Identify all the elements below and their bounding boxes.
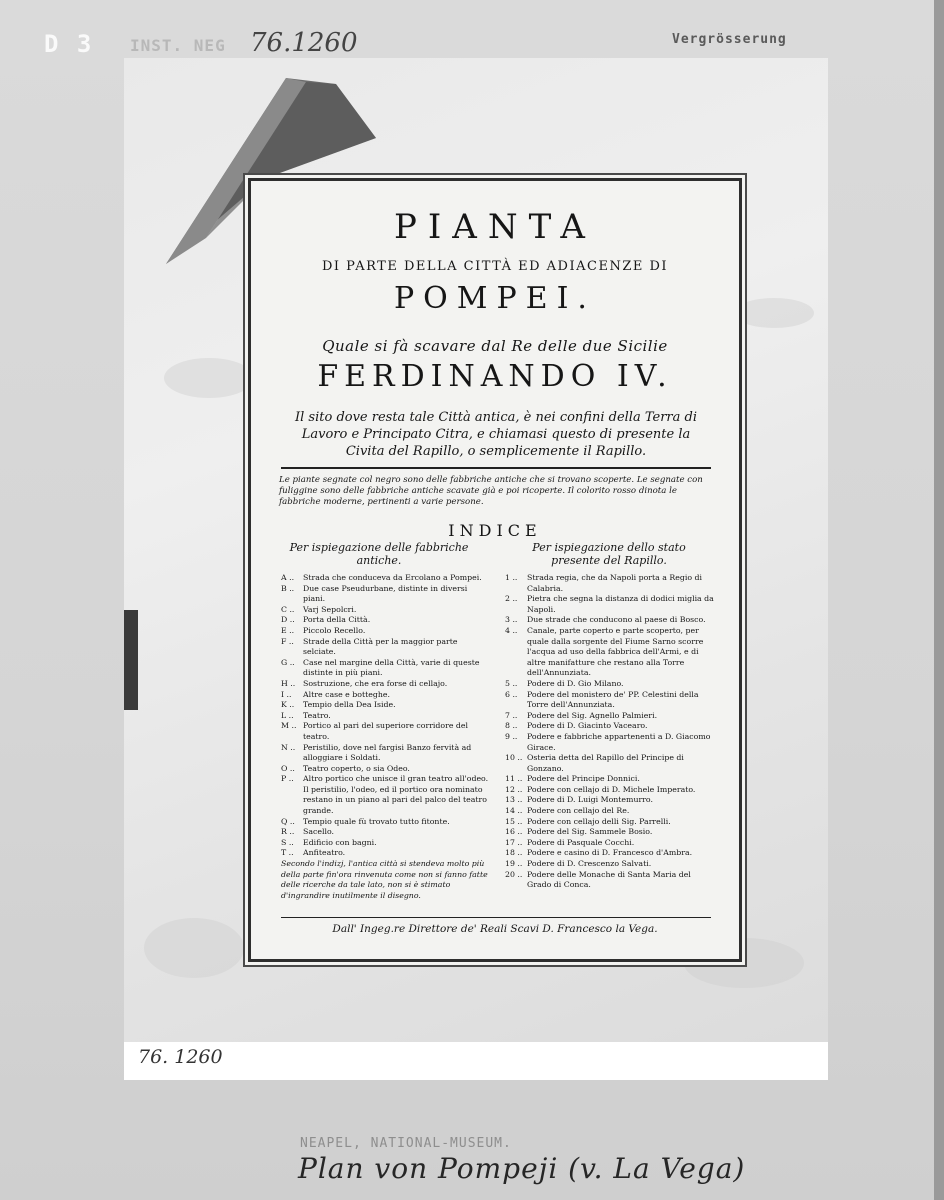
present-state-item-text: Podere con cellajo del Re. xyxy=(527,806,630,816)
ancient-building-item-text: Porta della Città. xyxy=(303,615,371,625)
ancient-building-item-text: Altre case e botteghe. xyxy=(303,689,390,699)
ancient-building-item xyxy=(281,637,491,658)
present-state-item xyxy=(505,870,715,891)
engineer-credit: Dall' Ingeg.re Direttore de' Reali Scavi D. Francesco la Vega. xyxy=(332,923,658,935)
ancient-building-item xyxy=(281,817,491,828)
present-state-item-key: 3 .. xyxy=(505,615,518,625)
present-state-item xyxy=(505,615,715,626)
present-state-item-text: Podere di D. Gio Milano. xyxy=(527,678,624,688)
ancient-building-item-key: C .. xyxy=(281,604,295,614)
left-column-heading: Per ispiegazione delle fabbriche antiche. xyxy=(289,541,469,567)
mount-edge xyxy=(934,0,944,1200)
present-state-item-key: 5 .. xyxy=(505,678,518,688)
ancient-building-item-key: M .. xyxy=(281,721,297,731)
index-note: Secondo l'indizj, l'antica città si stendeva molto più della parte fin'ora rinvenuta come non si fanno fatte delle ricerche da tale lato, non si è stimato d'ingrandire inutilmente il disegno. xyxy=(281,859,488,900)
present-state-item xyxy=(505,827,715,838)
index-title: INDICE xyxy=(448,521,542,540)
present-state-item-key: 16 .. xyxy=(505,827,523,837)
present-state-item-key: 10 .. xyxy=(505,753,523,763)
ancient-building-item xyxy=(281,573,491,584)
ancient-building-item-text: Teatro coperto, o sia Odeo. xyxy=(303,763,410,773)
present-state-item-text: Osteria detta del Rapillo del Principe di Gonzano. xyxy=(527,753,684,773)
title-pompei: POMPEI. xyxy=(394,281,596,316)
ancient-building-item-text: Portico al pari del superiore corridore del teatro. xyxy=(303,721,469,741)
present-state-item-key: 8 .. xyxy=(505,721,518,731)
present-state-item xyxy=(505,838,715,849)
ancient-building-item-key: P .. xyxy=(281,774,294,784)
ancient-building-item-text: Sacello. xyxy=(303,827,334,837)
present-state-item-text: Pietra che segna la distanza di dodici miglia da Napoli. xyxy=(527,594,714,614)
ancient-building-item-text: Due case Pseudurbane, distinte in diversi piani. xyxy=(303,583,468,604)
ancient-building-item xyxy=(281,721,491,742)
ancient-building-item xyxy=(281,785,491,817)
present-state-item-text: Podere di D. Giacinto Vacearo. xyxy=(527,721,648,731)
present-state-item xyxy=(505,785,715,796)
negative-number: 76.1260 xyxy=(250,28,358,58)
ancient-building-item xyxy=(281,848,491,859)
present-state-item xyxy=(505,774,715,785)
ancient-building-item-key: L .. xyxy=(281,710,294,720)
paper-stain xyxy=(144,918,244,978)
ancient-building-item-key: N .. xyxy=(281,742,296,752)
handwritten-caption: Plan von Pompeji (v. La Vega) xyxy=(298,1152,746,1185)
present-state-item-text: Due strade che conducono al paese di Bosco. xyxy=(527,615,706,625)
handwritten-number: 76. 1260 xyxy=(138,1046,223,1068)
ancient-building-item xyxy=(281,615,491,626)
ancient-building-item xyxy=(281,711,491,722)
ancient-building-item xyxy=(281,827,491,838)
present-state-item-text: Podere con cellajo delli Sig. Parrelli. xyxy=(527,816,671,826)
ancient-building-item-key: I .. xyxy=(281,689,292,699)
ancient-building-item-key: O .. xyxy=(281,763,295,773)
ancient-building-item-text: Piccolo Recello. xyxy=(303,625,366,635)
present-state-item-text: Podere di D. Crescenzo Salvati. xyxy=(527,859,652,869)
enlargement-label: Vergrösserung xyxy=(672,32,787,47)
plate-label: D 3 xyxy=(44,30,94,58)
ancient-building-item xyxy=(281,764,491,775)
ancient-building-item-text: Strade della Città per la maggior parte selciate. xyxy=(303,636,458,657)
ancient-building-item xyxy=(281,679,491,690)
present-state-item-key: 14 .. xyxy=(505,806,523,816)
ancient-building-item-text: Anfiteatro. xyxy=(303,848,346,858)
ancient-building-item-key: B .. xyxy=(281,583,295,593)
present-state-item-text: Podere di Pasquale Cocchi. xyxy=(527,837,635,847)
ancient-building-item xyxy=(281,774,491,785)
ancient-building-item-text: Tempio della Dea Iside. xyxy=(303,700,396,710)
ancient-building-item-text: Strada che conduceva da Ercolano a Pompei. xyxy=(303,573,482,582)
ancient-building-item-key: K .. xyxy=(281,700,295,710)
museum-label: NEAPEL, NATIONAL-MUSEUM. xyxy=(300,1136,512,1151)
ancient-building-item-key: F .. xyxy=(281,636,294,646)
present-state-item-key: 17 .. xyxy=(505,837,523,847)
present-state-item-text: Podere del monistero de' PP. Celestini della Torre dell'Annunziata. xyxy=(527,689,699,710)
ancient-buildings-list xyxy=(281,573,491,901)
legend-paragraph: Le piante segnate col negro sono delle fabbriche antiche che si trovano scoperte. Le segnate con fuliggine sono delle fabbriche antiche scavate già e poi ricoperte. Il colorito rosso dinota le fabbriche moderne, pertinenti a varie persone. xyxy=(279,475,703,507)
present-state-item xyxy=(505,711,715,722)
ancient-building-item-key: Q .. xyxy=(281,816,295,826)
present-state-item-key: 12 .. xyxy=(505,784,523,794)
ancient-building-item-text: Il peristilio, l'odeo, ed il portico ora nominato restano in un piano al pari del palco del teatro grande. xyxy=(303,784,487,816)
present-state-item-key: 20 .. xyxy=(505,869,523,879)
present-state-item-key: 18 .. xyxy=(505,848,523,858)
ancient-building-item-key: D .. xyxy=(281,615,295,625)
ancient-building-item xyxy=(281,658,491,679)
title-dedication: Quale si fà scavare dal Re delle due Sicilie xyxy=(322,337,668,355)
ancient-building-item xyxy=(281,690,491,701)
ancient-building-item-text: Sostruzione, che era forse di cellajo. xyxy=(303,678,448,688)
present-state-item-key: 2 .. xyxy=(505,594,518,604)
present-state-item xyxy=(505,721,715,732)
present-state-item-text: Podere delle Monache di Santa Maria del Grado di Conca. xyxy=(527,869,691,890)
ancient-building-item-key: E .. xyxy=(281,625,295,635)
ancient-building-item-text: Teatro. xyxy=(303,710,331,720)
ancient-building-item-text: Varj Sepolcri. xyxy=(303,604,357,614)
ancient-building-item-text: Edificio con bagni. xyxy=(303,837,377,847)
edge-shadow xyxy=(124,610,138,710)
present-state-item-key: 9 .. xyxy=(505,731,518,741)
ancient-building-item-text: Altro portico che unisce il gran teatro all'odeo. xyxy=(303,774,489,784)
ancient-building-item xyxy=(281,700,491,711)
printed-sheet xyxy=(248,178,742,962)
present-state-item-key: 15 .. xyxy=(505,816,523,826)
right-column-heading: Per ispiegazione dello stato presente del Rapillo. xyxy=(532,541,686,567)
title-ferdinando: FERDINANDO IV. xyxy=(317,359,673,394)
intro-paragraph: Il sito dove resta tale Città antica, è nei confini della Terra di Lavoro e Principato Citra, e chiamasi questo di presente la Civita del Rapillo, o semplicemente il Rapillo. xyxy=(295,410,697,459)
present-state-item xyxy=(505,859,715,870)
present-state-item-text: Podere e fabbriche appartenenti a D. Giacomo Girace. xyxy=(527,731,711,752)
present-state-item-key: 11 .. xyxy=(505,774,523,784)
present-state-item-key: 7 .. xyxy=(505,710,518,720)
present-state-item-text: Strada regia, che da Napoli porta a Regio di Calabria. xyxy=(527,573,703,593)
ancient-building-item-text: Tempio quale fù trovato tutto fitonte. xyxy=(303,816,450,826)
title-pianta: PIANTA xyxy=(394,207,596,247)
present-state-item xyxy=(505,848,715,859)
present-state-item xyxy=(505,753,715,774)
ancient-building-item-key: S .. xyxy=(281,837,294,847)
ancient-building-item-key: R .. xyxy=(281,827,295,837)
paper-stain xyxy=(164,358,254,398)
present-state-item xyxy=(505,679,715,690)
present-state-item-text: Podere con cellajo di D. Michele Imperato. xyxy=(527,784,696,794)
ancient-building-item-key: H .. xyxy=(281,678,296,688)
present-state-item-key: 1 .. xyxy=(505,573,518,582)
ancient-building-item xyxy=(281,626,491,637)
ancient-building-item-key xyxy=(281,785,303,817)
present-state-item xyxy=(505,817,715,828)
present-state-item-text: Podere e casino di D. Francesco d'Ambra. xyxy=(527,848,693,858)
present-state-list xyxy=(505,573,715,891)
photograph xyxy=(124,58,828,1080)
present-state-item-key: 19 .. xyxy=(505,859,523,869)
present-state-item-text: Podere del Sig. Agnello Palmieri. xyxy=(527,710,658,720)
ancient-building-item xyxy=(281,605,491,616)
ancient-building-item-key: G .. xyxy=(281,657,295,667)
present-state-item xyxy=(505,732,715,753)
ancient-building-item-text: Peristilio, dove nel fargisi Banzo fervità ad alloggiare i Soldati. xyxy=(303,742,472,763)
present-state-item xyxy=(505,573,715,594)
present-state-item xyxy=(505,795,715,806)
present-state-item-text: Podere del Sig. Sammele Bosio. xyxy=(527,827,653,837)
divider xyxy=(281,917,711,918)
ancient-building-item xyxy=(281,584,491,605)
divider xyxy=(281,467,711,469)
title-subtitle: DI PARTE DELLA CITTÀ ED ADIACENZE DI xyxy=(321,259,669,274)
ancient-building-item-text: Case nel margine della Città, varie di queste distinte in più piani. xyxy=(303,657,480,678)
present-state-item-key: 4 .. xyxy=(505,625,518,635)
paper-stain xyxy=(734,298,814,328)
ancient-building-item-key: T .. xyxy=(281,848,294,858)
present-state-item-text: Podere del Principe Donnici. xyxy=(527,774,640,784)
ancient-building-item-key: A .. xyxy=(281,573,295,582)
present-state-item xyxy=(505,690,715,711)
inst-neg-label: INST. NEG xyxy=(130,36,226,55)
ancient-building-item xyxy=(281,838,491,849)
ancient-building-item xyxy=(281,743,491,764)
present-state-item xyxy=(505,594,715,615)
present-state-item-key: 13 .. xyxy=(505,795,523,805)
present-state-item xyxy=(505,806,715,817)
present-state-item-text: Canale, parte coperto e parte scoperto, per quale dalla sorgente del Fiume Sarno scorre l'acqua ad uso della fabbrica dell'Armi, e di altre manifatture che restano alla Torre dell'Annunziata. xyxy=(527,625,704,678)
present-state-item-text: Podere di D. Luigi Montemurro. xyxy=(527,795,653,805)
present-state-item xyxy=(505,626,715,679)
present-state-item-key: 6 .. xyxy=(505,689,518,699)
